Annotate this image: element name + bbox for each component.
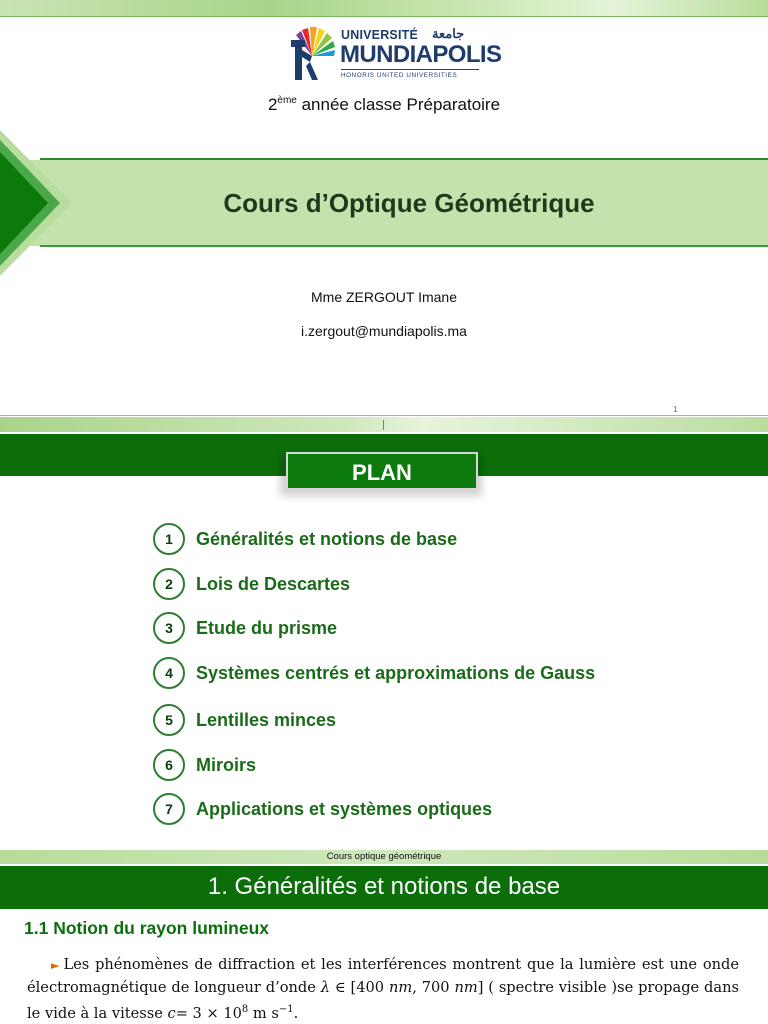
author-name: Mme ZERGOUT Imane	[311, 289, 457, 305]
comma-text: , 700	[412, 979, 455, 996]
bottom-decorative-bar	[0, 417, 768, 432]
course-topbar-label: Cours optique géométrique	[326, 851, 442, 862]
unit-nm-2: nm	[454, 979, 478, 996]
title-band-top-line	[40, 158, 768, 160]
plan-item-number: 1	[153, 523, 185, 555]
body-paragraph	[27, 954, 739, 1024]
logo-arabic-label: جامعة	[432, 26, 465, 41]
content-slide	[0, 850, 768, 1024]
subtitle-text: année classe Préparatoire	[296, 95, 501, 114]
title-band-bottom-line	[40, 245, 768, 247]
plan-item-number: 2	[153, 568, 185, 600]
speed-unit: m s	[248, 1004, 279, 1022]
university-logo	[288, 26, 502, 84]
plan-item-label: Applications et systèmes optiques	[196, 799, 493, 819]
course-topbar	[0, 850, 768, 864]
subtitle-superscript: ème	[277, 95, 297, 106]
plan-item-label: Généralités et notions de base	[196, 529, 458, 549]
plan-item-number: 4	[153, 657, 185, 689]
body-text-2: ] ( spectre visible )se propage dans le vide à la vitesse	[27, 979, 739, 1022]
logo-tagline: HONORIS UNITED UNIVERSITIES	[341, 72, 458, 79]
logo-university-label: UNIVERSITÉ	[341, 28, 419, 42]
plan-item-label: Lentilles minces	[196, 710, 337, 730]
top-divider	[0, 16, 768, 17]
plan-item-number: 3	[153, 612, 185, 644]
subsection-title: 1.1 Notion du rayon lumineux	[24, 918, 270, 938]
section-header-bar	[0, 866, 768, 909]
course-title: Cours d’Optique Géométrique	[223, 188, 595, 218]
title-slide	[0, 0, 768, 432]
body-text-1: Les phénomènes de diffraction et les interférences montrent que la lumière est une onde électromagnétique de longueur d’onde	[27, 956, 739, 996]
plan-item-label: Systèmes centrés et approximations de Gauss	[196, 663, 596, 683]
plan-slide	[0, 432, 768, 850]
speed-exponent: 8	[241, 1004, 249, 1015]
speed-value: = 3 × 10	[175, 1004, 242, 1022]
speed-unit-exponent: −1	[278, 1004, 294, 1015]
logo-name: MUNDIAPOLIS	[340, 41, 502, 68]
plan-heading-box	[286, 452, 478, 490]
plan-item-number: 7	[153, 793, 185, 825]
plan-item-number: 6	[153, 749, 185, 781]
plan-item-label: Lois de Descartes	[196, 574, 351, 594]
section-title: 1. Généralités et notions de base	[207, 873, 561, 900]
plan-item-label: Miroirs	[196, 755, 257, 775]
in-symbol: ∈ [400	[330, 979, 389, 996]
lambda-symbol: λ	[320, 979, 331, 996]
top-decorative-bar	[0, 0, 768, 16]
plan-heading: PLAN	[352, 460, 412, 485]
bottom-tick-mark	[383, 420, 384, 430]
logo-emblem-icon	[288, 26, 338, 82]
sentence-end: .	[293, 1004, 299, 1022]
author-email[interactable]: i.zergout@mundiapolis.ma	[301, 323, 467, 339]
plan-item-label: Etude du prisme	[196, 618, 338, 638]
triangle-right-icon: ►	[51, 959, 60, 972]
plan-item-number: 5	[153, 704, 185, 736]
speed-symbol: c	[167, 1004, 176, 1022]
unit-nm-1: nm	[388, 979, 413, 996]
class-subtitle	[0, 95, 768, 115]
bottom-divider	[0, 415, 768, 416]
page-number: 1	[673, 405, 678, 414]
subtitle-prefix: 2	[267, 95, 278, 114]
logo-rule	[341, 69, 479, 70]
